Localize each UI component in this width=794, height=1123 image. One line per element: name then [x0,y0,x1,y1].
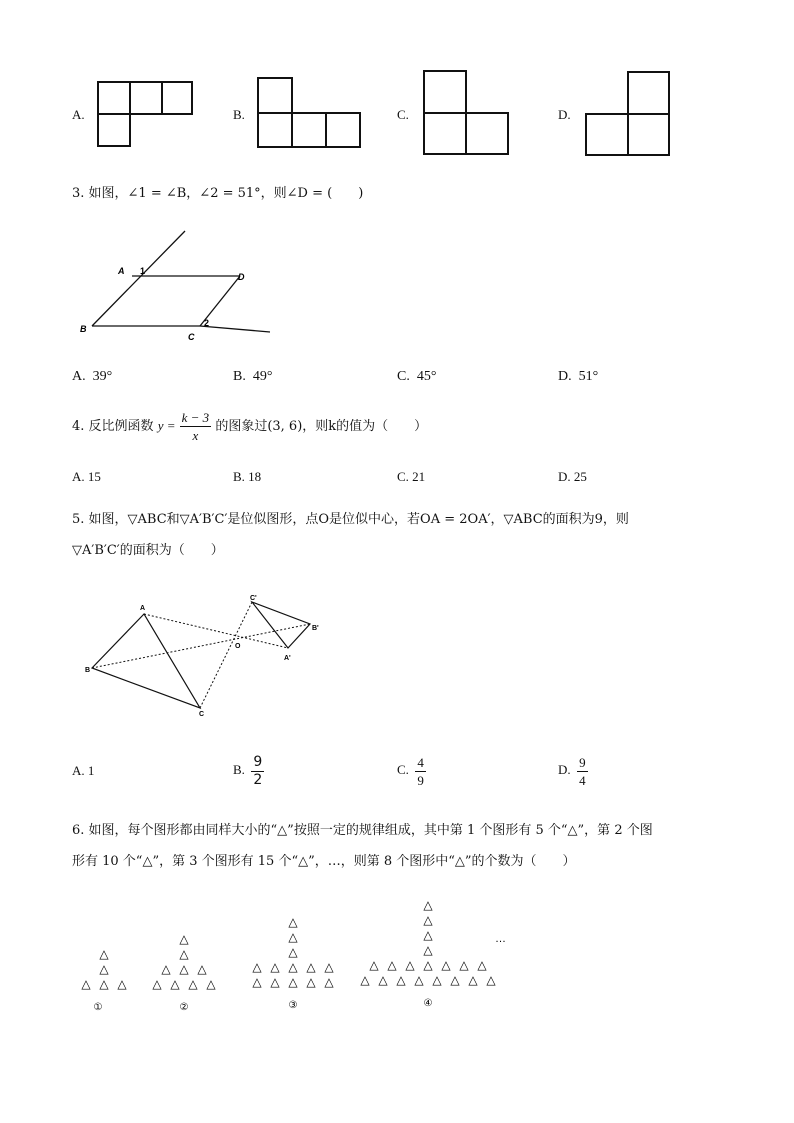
q4-option-a-value: 15 [87,469,101,484]
q4-fraction-numerator: k − 3 [181,410,210,425]
q6-fig1-triangle: △ [99,947,109,961]
q6-fig4-triangle: △ [360,973,370,987]
q4-option-d-value: 25 [573,469,587,484]
q6-fig4-triangle: △ [468,973,478,987]
q4-fraction-denominator: x [192,428,199,443]
q5-option-c [397,752,426,789]
q6-fig3-triangle: △ [324,975,334,989]
q2-option-d-label: D. [558,107,571,122]
q3-option-c-letter: C. [397,369,410,384]
q4-suffix: 的图象过(3, 6)，则k的值为（ ） [215,419,428,434]
q3-option-b-value: 49° [252,369,273,384]
q6-fig4-triangle: △ [486,973,496,987]
q3-question-text: 3. 如图，∠1 = ∠B，∠2 = 51°，则∠D = ( ) [72,186,364,201]
q6-fig4-triangle: △ [477,958,487,972]
q3-option-a-letter: A. [72,369,86,384]
q4-y-equals: y = [157,418,176,433]
q5-option-d-letter: D. [558,762,571,777]
q2-option-b-label: B. [233,107,245,122]
q5-option-b-numerator: 9 [253,753,263,770]
q6-fig3-triangle: △ [288,915,298,929]
q6-fig2-triangle: △ [179,932,189,946]
q6-label-1: ① [93,1002,103,1013]
q3-option-d-value: 51° [578,369,599,384]
q5-label-c-prime: C' [250,595,257,602]
q6-fig3-triangle: △ [288,930,298,944]
q5-option-a [72,762,94,780]
q5-option-d-numerator: 9 [579,754,586,770]
q4-option-b-letter: B. [233,469,245,484]
q6-fig3-triangle: △ [324,960,334,974]
q4-option-c [397,468,425,486]
q5-label-o: O [235,643,241,650]
q6-fig2-triangle: △ [206,977,216,991]
q6-fig3-triangle: △ [270,975,280,989]
q6-fig4-triangle: △ [396,973,406,987]
q3-option-c [397,368,436,386]
q6-fig4-triangle: △ [423,913,433,927]
q4-option-c-value: 21 [412,469,426,484]
q2-option-d-figure [584,70,672,158]
q6-fig4-triangle: △ [378,973,388,987]
q6-fig3-triangle: △ [288,945,298,959]
q3-option-b-letter: B. [233,369,246,384]
q6-fig2-triangle: △ [179,962,189,976]
q4-option-b [233,468,261,486]
q6-fig4-triangle: △ [369,958,379,972]
q6-fig4-triangle: △ [423,958,433,972]
q6-fig2-triangle: △ [161,962,171,976]
q6-fig3-triangle: △ [252,975,262,989]
q5-label-a: A [140,605,146,612]
q6-fig4-triangle: △ [441,958,451,972]
q6-fig3-triangle: △ [306,960,316,974]
q6-fig4-triangle: △ [414,973,424,987]
q5-label-b: B [85,667,91,674]
q4-question [72,408,427,445]
q6-fig2-triangle: △ [179,947,189,961]
q5-homothety-figure [82,590,332,720]
q6-fig3-triangle: △ [288,960,298,974]
q4-fraction [180,409,212,444]
q6-fig4-triangle: △ [432,973,442,987]
q6-fig3-triangle: △ [270,960,280,974]
q3-label-b: B [80,324,87,334]
q5-label-a-prime: A' [284,655,291,662]
q4-option-d-letter: D. [558,469,571,484]
q3-label-1: 1 [140,266,146,276]
q5-option-b-fraction [251,754,264,789]
q2-option-a-label: A. [72,107,85,122]
q6-label-4: ④ [423,998,433,1009]
q5-option-a-letter: A. [72,763,85,778]
q3-label-2: 2 [204,318,210,328]
q4-option-d [558,468,587,486]
q6-fig4-triangle: △ [423,943,433,957]
q2-option-c-figure [422,69,512,157]
q2-option-b-figure [256,76,366,150]
q6-fig4-triangle: △ [423,928,433,942]
q6-triangle-pattern-figure [75,890,515,1020]
q6-fig2-triangle: △ [188,977,198,991]
q6-fig1-triangle: △ [81,977,91,991]
q6-ellipsis: … [495,933,506,945]
q6-fig2-triangle: △ [197,962,207,976]
q6-fig2-triangle: △ [170,977,180,991]
q5-option-d [558,752,588,789]
q5-question-line-2: ▽A′B′C′的面积为（ ） [72,543,224,558]
q5-option-c-denominator: 9 [417,772,424,788]
q6-question-line-2: 形有 10 个“△”，第 3 个图形有 15 个“△”，…，则第 8 个图形中“△”的个数为（ ） [72,854,576,869]
q5-question-line-1: 5. 如图，▽ABC和▽A′B′C′是位似图形，点O是位似中心，若OA = 2OA′，▽ABC的面积为9，则 [72,512,629,527]
q5-label-b-prime: B' [312,625,319,632]
q4-option-a [72,468,101,486]
q2-option-c-label: C. [397,107,409,122]
q2-option-a-figure [96,80,196,150]
q3-label-a: A [118,266,125,276]
q3-label-c: C [188,332,195,342]
q3-option-a-value: 39° [92,369,113,384]
q5-option-c-fraction [415,754,426,789]
q6-label-3: ③ [288,1000,298,1011]
q5-option-b-denominator: 2 [253,771,263,788]
q6-fig1-triangle: △ [99,962,109,976]
q6-fig2-triangle: △ [152,977,162,991]
q5-option-d-fraction [577,754,588,789]
q6-fig4-triangle: △ [387,958,397,972]
q4-option-c-letter: C. [397,469,409,484]
q4-option-b-value: 18 [248,469,262,484]
q6-fig3-triangle: △ [288,975,298,989]
q3-parallelogram-figure [70,228,290,348]
q3-option-d [558,368,598,386]
q6-fig4-triangle: △ [450,973,460,987]
q4-prefix: 4. 反比例函数 [72,419,154,434]
q4-option-a-letter: A. [72,469,85,484]
q6-fig1-triangle: △ [117,977,127,991]
q3-option-d-letter: D. [558,369,572,384]
q6-fig3-triangle: △ [306,975,316,989]
q5-option-d-denominator: 4 [579,772,586,788]
q6-fig3-triangle: △ [252,960,262,974]
q5-option-c-letter: C. [397,762,409,777]
q6-question-line-1: 6. 如图，每个图形都由同样大小的“△”按照一定的规律组成，其中第 1 个图形有 5 个“△”，第 2 个图 [72,823,653,838]
q3-option-a [72,368,112,386]
q5-option-b-letter: B. [233,762,245,777]
q5-label-c: C [199,711,205,718]
q5-option-c-numerator: 4 [417,754,424,770]
q6-fig4-triangle: △ [405,958,415,972]
q6-fig4-triangle: △ [459,958,469,972]
q6-fig1-triangle: △ [99,977,109,991]
q3-label-d: D [238,272,245,282]
q5-option-a-value: 1 [87,763,95,778]
q6-fig4-triangle: △ [423,898,433,912]
q3-option-b [233,368,272,386]
q3-option-c-value: 45° [416,369,437,384]
q6-label-2: ② [179,1002,189,1013]
q5-option-b [233,752,264,789]
